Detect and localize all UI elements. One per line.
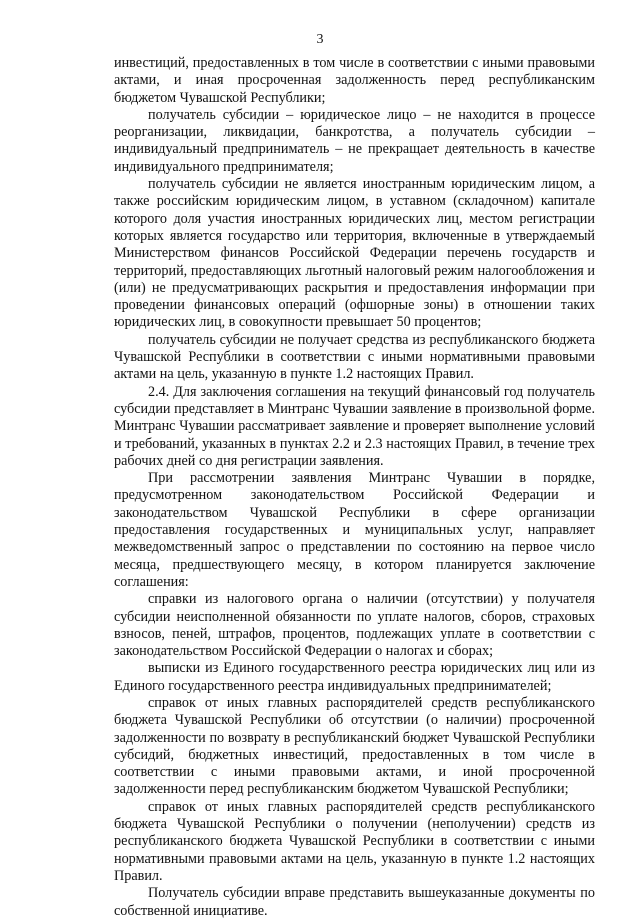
paragraph-2-4-application: 2.4. Для заключения соглашения на текущий финансовый год получатель субсидии представляет в Минтранс Чувашии заявление в произвольной форме. Минтранс Чувашии рассматривает заявление и проверяет выполнение условий и требований, указанных в пунктах 2.2 и 2.3 настоящих Правил, в течение трех рабочих дней со дня регистрации заявления.: [114, 383, 595, 469]
paragraph-no-other-funds: получатель субсидии не получает средства из республиканского бюджета Чувашской Республики в соответствии с иными нормативными правовыми актами на цель, указанную в пункте 1.2 настоящих Правил.: [114, 331, 595, 383]
paragraph-debt-certificates: справок от иных главных распорядителей средств республиканского бюджета Чувашской Республики об отсутствии (о наличии) просроченной задолженности по возврату в республиканский бюджет Чувашской Республики субсидий, бюджетных инвестиций, предоставленных в том числе в соответствии с иными правовыми актами, и иной просроченной задолженности перед республиканским бюджетом Чувашской Республики;: [114, 694, 595, 798]
paragraph-tax-certificate: справки из налогового органа о наличии (отсутствии) у получателя субсидии неисполненной обязанности по уплате налогов, сборов, страховых взносов, пеней, штрафов, процентов, подлежащих уплате в соответствии с законодательством Российской Федерации о налогах и сборах;: [114, 591, 595, 660]
paragraph-no-reorganization: получатель субсидии – юридическое лицо – не находится в процессе реорганизации, ликвидации, банкротства, а получатель субсидии – индивидуальный предприниматель – не прекращает деятельность в качестве индивидуального предпринимателя;: [114, 106, 595, 175]
paragraph-funding-certificates: справок от иных главных распорядителей средств республиканского бюджета Чувашской Республики о получении (неполучении) средств из республиканского бюджета Чувашской Республики в соответствии с иными нормативными правовыми актами на цель, указанную в пункте 1.2 настоящих Правил.: [114, 798, 595, 884]
page-number: 3: [316, 32, 324, 47]
paragraph-interagency-request: При рассмотрении заявления Минтранс Чувашии в порядке, предусмотренном законодательством Российской Федерации и законодательством Чувашской Республики в сфере организации предоставления государственных и муниципальных услуг, направляет межведомственный запрос о представлении по состоянию на первое число месяца, предшествующего месяцу, в котором планируется заключение соглашения:: [114, 470, 595, 590]
paragraph-registry-extract: выписки из Единого государственного реестра юридических лиц или из Единого государственного реестра индивидуальных предпринимателей;: [114, 660, 595, 694]
paragraph-own-initiative: Получатель субсидии вправе представить вышеуказанные документы по собственной инициативе.: [114, 885, 595, 919]
paragraph-continuation: инвестиций, предоставленных в том числе в соответствии с иными правовыми актами, и иная просроченная задолженность перед республиканским бюджетом Чувашской Республики;: [114, 55, 595, 106]
document-body: [114, 55, 595, 920]
paragraph-not-foreign-entity: получатель субсидии не является иностранным юридическим лицом, а также российским юридическим лицом, в уставном (складочном) капитале которого доля участия иностранных юридических лиц, местом регистрации которых является государство или территория, включенные в утверждаемый Министерством финансов Российской Федерации перечень государств и территорий, предоставляющих льготный налоговый режим налогообложения и (или) не предусматривающих раскрытия и предоставления информации при проведении финансовых операций (офшорные зоны) в отношении таких юридических лиц, в совокупности превышает 50 процентов;: [114, 176, 595, 331]
